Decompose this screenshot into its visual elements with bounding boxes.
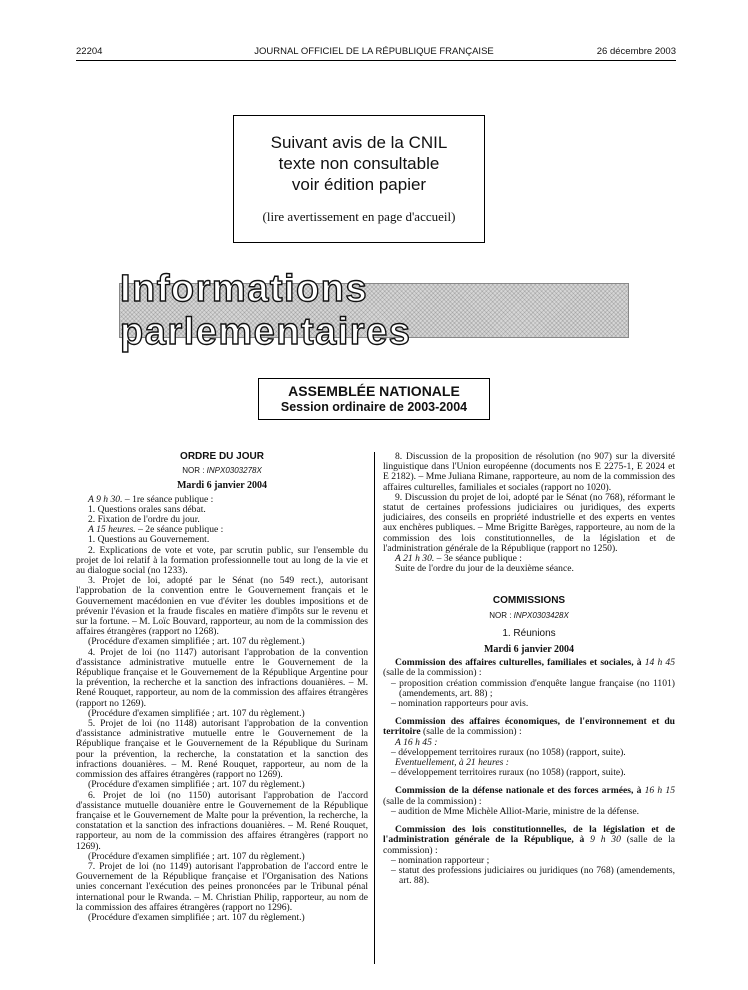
commission-3-item-1: – audition de Mme Michèle Alliot-Marie, ministre de la défense. [391, 805, 640, 817]
nor-code: INPX0303278X [206, 466, 262, 476]
session-2-time: A 15 heures. [88, 524, 136, 536]
section-banner [119, 267, 629, 353]
commission-1-name: Commission des affaires culturelles, familiales et sociales [395, 657, 632, 669]
session-3-text: Suite de l'ordre du jour de la deuxième séance. [395, 563, 574, 575]
agenda-nor [76, 466, 368, 476]
session-1-item-2: 2. Fixation de l'ordre du jour. [88, 514, 200, 526]
nor-label: NOR : [489, 610, 512, 620]
issue-date: 26 décembre 2003 [596, 46, 676, 57]
left-column [76, 452, 368, 923]
commission-3-name: Commission de la défense nationale et des forces armées [395, 785, 631, 797]
agenda-item-6: 6. Projet de loi (no 1150) autorisant l'approbation de l'accord d'assistance mutuelle douanière entre le Gouvernement de la République française et le Gouvernement de Malte pour la prévention, la recherche, la constatation et la sanction des infractions douanières. – M. René Rouquet, rapporteur, au nom de la commission des affaires étrangères (rapport no 1269). [76, 789, 368, 852]
agenda-item-2: 2. Explications de vote et vote, par scrutin public, sur l'ensemble du projet de loi relatif à la formation professionnelle tout au long de la vie et au dialogue social (no 1233). [76, 544, 368, 577]
commission-2-time: A 16 h 45 : [395, 736, 438, 748]
assembly-name: ASSEMBLÉE NATIONALE [288, 383, 460, 399]
agenda-item-3-procedure: (Procédure d'examen simplifiée ; art. 107 du règlement.) [88, 636, 305, 648]
commissions-title: COMMISSIONS [492, 595, 566, 607]
page-number: 22204 [76, 46, 103, 57]
commission-2-item-2: – développement territoires ruraux (no 1058) (rapport, suite). [391, 767, 626, 779]
agenda-item-4: 4. Projet de loi (no 1147) autorisant l'approbation de la convention d'assistance administrative mutuelle entre le Gouvernement de la République française et le Gouvernement de la République Argentine pour la prévention, la recherche et la sanction des infractions douanières. – M. René Rouquet, rapporteur, au nom de la commission des affaires étrangères (rapport no 1269). [76, 646, 368, 709]
banner-title: Informations parlementaires [120, 267, 412, 353]
commission-4-room: (salle de la commission) : [383, 834, 676, 856]
commission-3: Commission de la défense nationale et des forces armées, à 16 h 15 (salle de la commission) : [383, 785, 675, 807]
agenda-item-9: 9. Discussion du projet de loi, adopté par le Sénat (no 768), réformant le statut de certaines professions judiciaires ou juridiques, des experts judiciaires, des conseils en propriété industrielle et des experts en ventes aux enchères publiques. – Mme Brigitte Barèges, rapporteure, au nom de la commission des lois constitutionnelles, de la législation et de l'administration générale de la République (rapport no 1250). [383, 491, 675, 554]
commission-2-item-1: – développement territoires ruraux (no 1058) (rapport, suite). [391, 746, 626, 758]
commission-1-room: (salle de la commission) : [383, 667, 482, 679]
session-1-label: – 1re séance publique : [122, 493, 214, 505]
commission-4-name: Commission des lois constitutionnelles, de la législation et de l'administration générale de la République [383, 824, 675, 846]
commission-1-item-2: – nomination rapporteurs pour avis. [391, 698, 529, 710]
commissions-day: Mardi 6 janvier 2004 [483, 644, 575, 656]
agenda-item-7-procedure: (Procédure d'examen simplifiée ; art. 107 du règlement.) [88, 911, 305, 923]
column-separator [374, 452, 375, 964]
commission-3-time: 16 h 15 [644, 785, 675, 797]
cnil-line-2: texte non consultable [278, 154, 440, 173]
commission-2-eventual: Eventuellement, à 21 heures : [395, 757, 509, 769]
commission-4-item-2: – statut des professions judiciaires ou juridiques (no 768) (amendements, art. 88). [391, 864, 675, 887]
commission-4-item-1: – nomination rapporteur ; [391, 854, 490, 866]
agenda-title: ORDRE DU JOUR [180, 451, 264, 462]
agenda-item-4-procedure: (Procédure d'examen simplifiée ; art. 107 du règlement.) [88, 707, 305, 719]
commission-4-time: 9 h 30 [590, 834, 621, 846]
session-1-item-1: 1. Questions orales sans débat. [88, 503, 206, 515]
commission-1-time: 14 h 45 [644, 657, 676, 669]
session-3-time: A 21 h 30. [395, 553, 435, 565]
assembly-box [258, 378, 490, 420]
journal-title: JOURNAL OFFICIEL DE LA RÉPUBLIQUE FRANÇAISE [254, 46, 494, 57]
agenda-item-8: 8. Discussion de la proposition de résolution (no 907) sur la diversité linguistique dans l'Union européenne (documents nos E 2275-1, E 2024 et E 2182). – Mme Juliana Rimane, rapporteure, au nom de la commission des affaires culturelles, familiales et sociales (rapport no 1020). [383, 451, 675, 493]
header-rule [76, 60, 676, 61]
commission-1-item-1: – proposition création commission d'enquête langue française (no 1101) (amendements, art. 88) ; [391, 677, 675, 699]
cnil-line-1: Suivant avis de la CNIL [270, 133, 448, 152]
session-3-label: – 3e séance publique : [434, 553, 522, 565]
right-column [383, 452, 675, 886]
commission-2 [383, 717, 675, 737]
agenda-item-6-procedure: (Procédure d'examen simplifiée ; art. 107 du règlement.) [88, 850, 305, 862]
agenda-day: Mardi 6 janvier 2004 [176, 480, 268, 492]
commissions-nor [383, 611, 675, 621]
session-2-item-1: 1. Questions au Gouvernement. [88, 534, 210, 546]
commission-4: Commission des lois constitutionnelles, de la législation et de l'administration générale de la République, à 9 h 30 (salle de la commission) : [383, 824, 676, 856]
session-1-time: A 9 h 30. [88, 493, 123, 505]
nor-code: INPX0303428X [513, 610, 569, 620]
agenda-item-5: 5. Projet de loi (no 1148) autorisant l'approbation de la convention d'assistance administrative mutuelle entre le Gouvernement de la République française et le Gouvernement de la République du Surinam pour la prévention, la recherche, la constatation et la sanction des infractions douanières. – M. René Rouquet, rapporteur, au nom de la commission des affaires étrangères (rapport no 1269). [76, 718, 368, 781]
reunions-title: 1. Réunions [502, 627, 556, 639]
cnil-note: (lire avertissement en page d'accueil) [262, 209, 456, 224]
cnil-line-3: voir édition papier [291, 175, 427, 194]
cnil-notice-box [233, 115, 485, 243]
commission-2-name: Commission des affaires économiques, de l'environnement et du territoire [383, 716, 675, 738]
commission-1: Commission des affaires culturelles, familiales et sociales, à 14 h 45 (salle de la commission) : [383, 657, 676, 679]
agenda-item-3: 3. Projet de loi, adopté par le Sénat (no 549 rect.), autorisant l'approbation de la convention entre le Gouvernement français et le Gouvernement macédonien en vue d'éviter les doubles impositions et de prévenir l'évasion et la fraude fiscales en matière d'impôts sur le revenu et sur la fortune. – M. Loïc Bouvard, rapporteur, au nom de la commission des affaires étrangères (rapport no 1268). [76, 575, 368, 638]
session-2-label: – 2e séance publique : [135, 524, 224, 536]
agenda-item-5-procedure: (Procédure d'examen simplifiée ; art. 107 du règlement.) [88, 779, 305, 791]
commission-3-room: (salle de la commission) : [383, 795, 482, 807]
commission-2-room: (salle de la commission) : [420, 726, 522, 738]
agenda-item-7: 7. Projet de loi (no 1149) autorisant l'approbation de l'accord entre le Gouvernement de la République française et l'Organisation des Nations unies concernant l'exécution des peines prononcées par le Tribunal pénal international pour le Rwanda. – M. Christian Philip, rapporteur, au nom de la commission des affaires étrangères (rapport no 1296). [76, 860, 368, 913]
session-title: Session ordinaire de 2003-2004 [280, 400, 468, 414]
nor-label: NOR : [182, 466, 205, 476]
